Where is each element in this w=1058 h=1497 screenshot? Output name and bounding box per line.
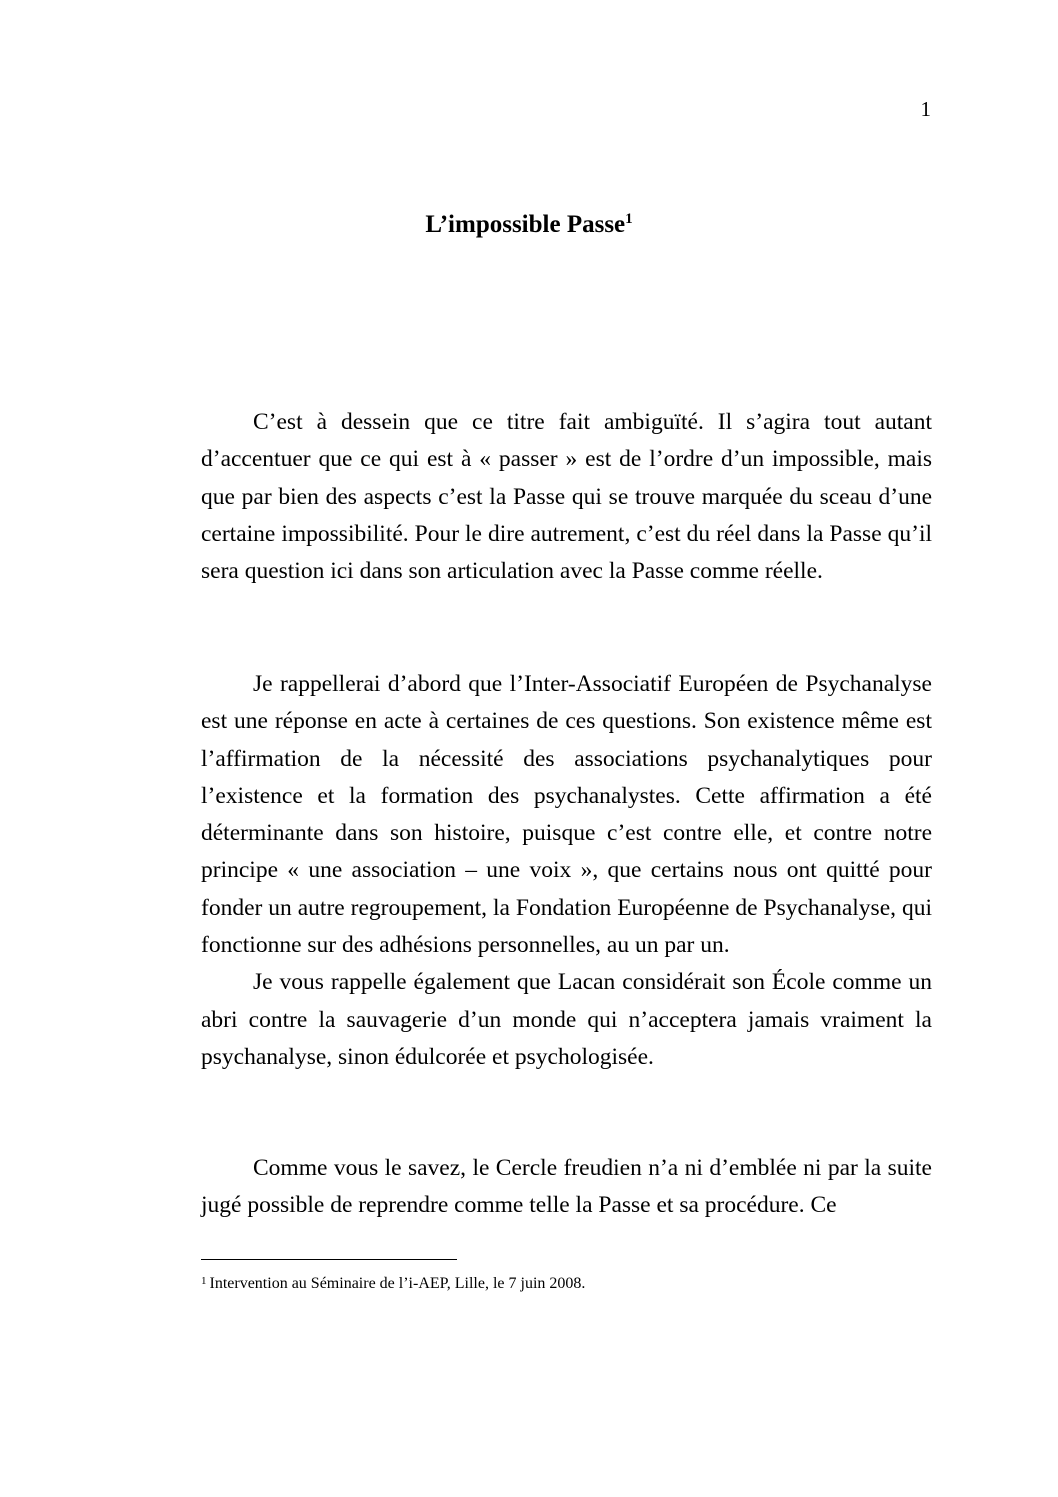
body-section-3 (201, 1150, 932, 1225)
title-footnote-marker: 1 (625, 211, 633, 227)
footnote-divider (201, 1259, 457, 1260)
document-title (0, 210, 1058, 240)
title-text: L’impossible Passe (425, 211, 626, 238)
footnote-marker: 1 (201, 1275, 207, 1287)
footnote-text: Intervention au Séminaire de l’i-AEP, Lille, le 7 juin 2008. (209, 1275, 586, 1292)
body-section-1 (201, 404, 932, 590)
body-section-2 (201, 666, 932, 1076)
page-number: 1 (920, 97, 931, 121)
paragraph: Je vous rappelle également que Lacan considérait son École comme un abri contre la sauvagerie d’un monde qui n’acceptera jamais vraiment la psychanalyse, sinon édulcorée et psychologisée. (201, 969, 932, 1070)
paragraph: C’est à dessein que ce titre fait ambiguïté. Il s’agira tout autant d’accentuer que ce qui est à « passer » est de l’ordre d’un impossible, mais que par bien des aspects c’est la Passe qui se trouve marquée du sceau d’une certaine impossibilité. Pour le dire autrement, c’est du réel dans la Passe qu’il sera question ici dans son articulation avec la Passe comme réelle. (201, 409, 932, 585)
paragraph: Comme vous le savez, le Cercle freudien n’a ni d’emblée ni par la suite jugé possible de reprendre comme telle la Passe et sa procédure. Ce (201, 1155, 932, 1219)
paragraph: Je rappellerai d’abord que l’Inter-Associatif Européen de Psychanalyse est une réponse en acte à certaines de ces questions. Son existence même est l’affirmation de la nécessité des associations psychanalytiques pour l’existence et la formation des psychanalystes. Cette affirmation a été déterminante dans son histoire, puisque c’est contre elle, et contre notre principe « une association – une voix », que certains nous ont quitté pour fonder un autre regroupement, la Fondation Européenne de Psychanalyse, qui fonctionne sur des adhésions personnelles, au un par un. (201, 671, 932, 959)
footnote (201, 1274, 585, 1294)
